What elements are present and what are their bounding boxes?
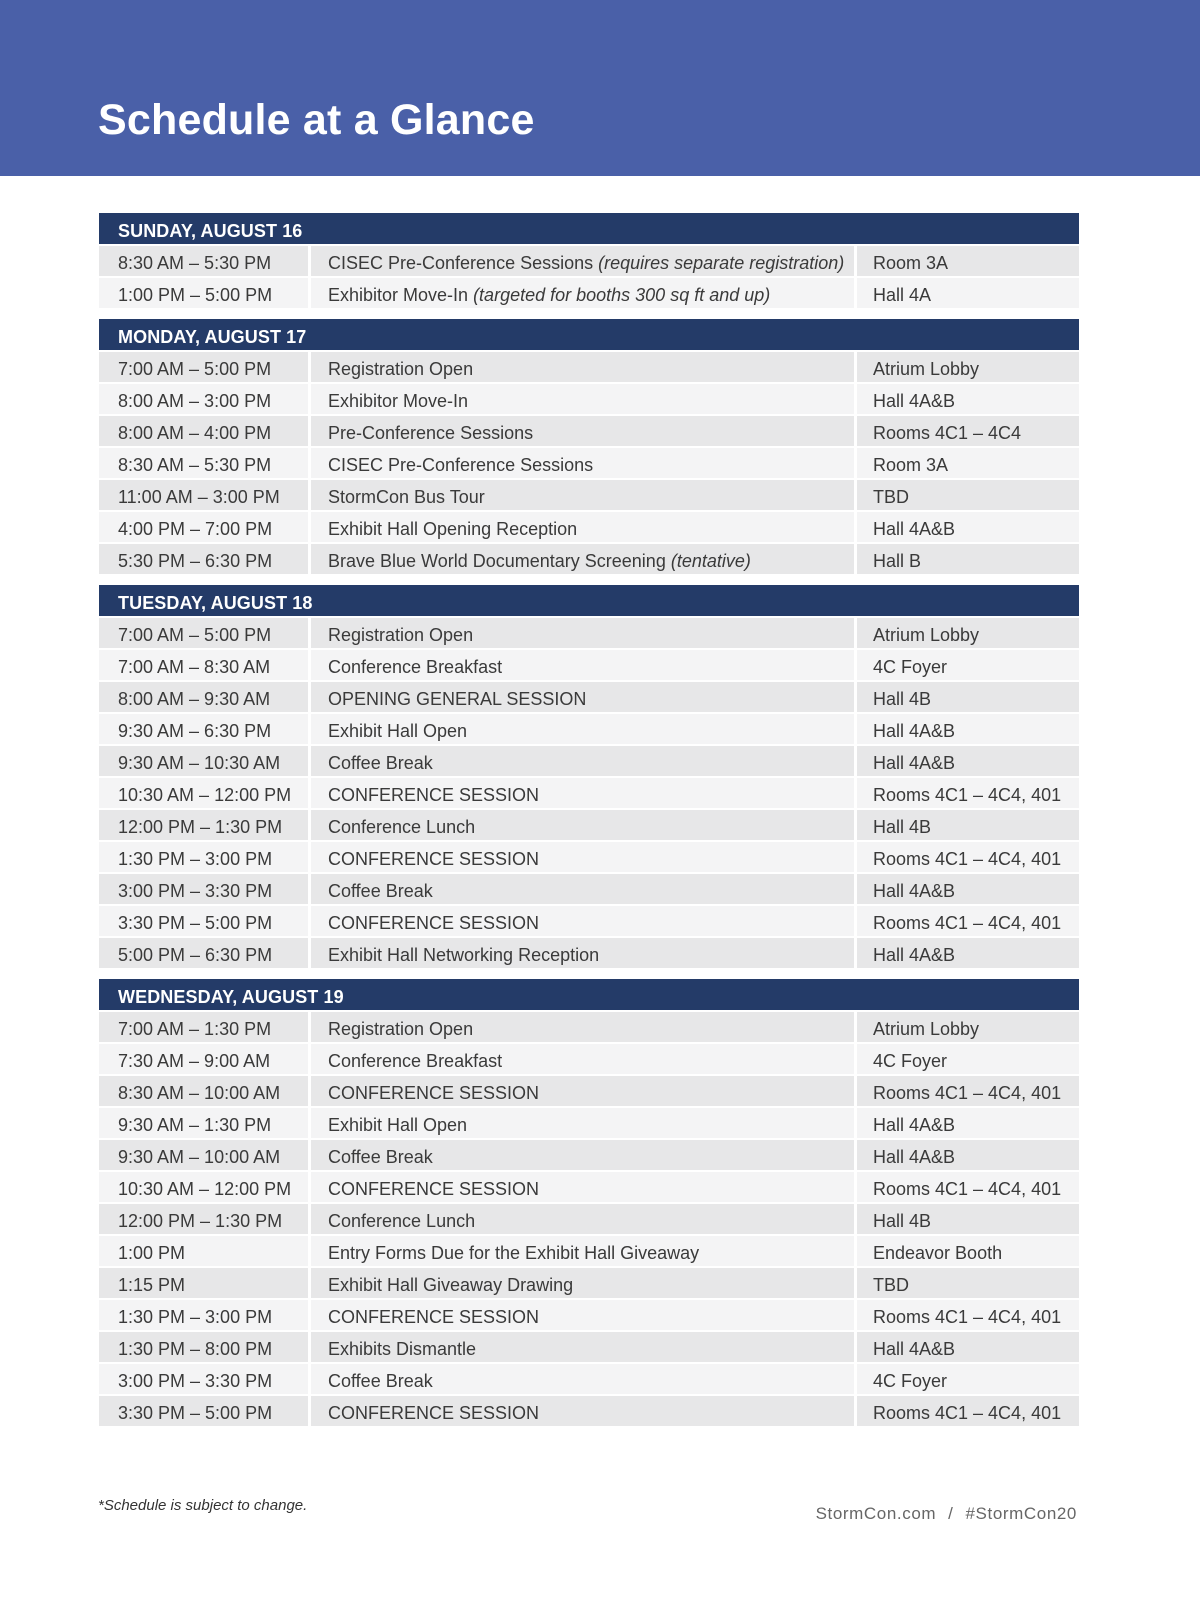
room-cell: Hall 4A&B: [857, 712, 1079, 744]
room-cell: Rooms 4C1 – 4C4, 401: [857, 776, 1079, 808]
time-cell: 9:30 AM – 1:30 PM: [99, 1106, 308, 1138]
event-cell: [311, 648, 854, 680]
table-row: [99, 1170, 1079, 1202]
time-cell: 12:00 PM – 1:30 PM: [99, 808, 308, 840]
event-cell: [311, 1362, 854, 1394]
time-cell: 4:00 PM – 7:00 PM: [99, 510, 308, 542]
day-block: [99, 213, 1079, 308]
room-cell: Rooms 4C1 – 4C4, 401: [857, 1170, 1079, 1202]
time-cell: 5:30 PM – 6:30 PM: [99, 542, 308, 574]
event-cell: [311, 776, 854, 808]
room-cell: Hall B: [857, 542, 1079, 574]
event-title: Brave Blue World Documentary Screening: [328, 551, 671, 571]
table-row: [99, 776, 1079, 808]
table-row: [99, 382, 1079, 414]
event-title: Coffee Break: [328, 1147, 433, 1167]
time-cell: 7:00 AM – 5:00 PM: [99, 616, 308, 648]
event-cell: [311, 244, 854, 276]
table-row: [99, 446, 1079, 478]
room-cell: Hall 4A&B: [857, 382, 1079, 414]
table-row: [99, 744, 1079, 776]
time-cell: 1:30 PM – 3:00 PM: [99, 1298, 308, 1330]
time-cell: 3:00 PM – 3:30 PM: [99, 872, 308, 904]
table-row: [99, 510, 1079, 542]
time-cell: 1:30 PM – 8:00 PM: [99, 1330, 308, 1362]
room-cell: TBD: [857, 1266, 1079, 1298]
room-cell: TBD: [857, 478, 1079, 510]
room-cell: Rooms 4C1 – 4C4, 401: [857, 1074, 1079, 1106]
time-cell: 10:30 AM – 12:00 PM: [99, 1170, 308, 1202]
event-title: CONFERENCE SESSION: [328, 1403, 540, 1423]
time-cell: 3:30 PM – 5:00 PM: [99, 1394, 308, 1426]
event-cell: [311, 1394, 854, 1426]
table-row: [99, 276, 1079, 308]
time-cell: 3:00 PM – 3:30 PM: [99, 1362, 308, 1394]
event-title: Coffee Break: [328, 753, 433, 773]
table-row: [99, 1362, 1079, 1394]
schedule-table: [99, 213, 1079, 1437]
event-cell: [311, 1266, 854, 1298]
event-title: Exhibits Dismantle: [328, 1339, 477, 1359]
table-row: [99, 1042, 1079, 1074]
event-title: CONFERENCE SESSION: [328, 1179, 540, 1199]
event-title: CONFERENCE SESSION: [328, 849, 540, 869]
room-cell: 4C Foyer: [857, 1042, 1079, 1074]
day-block: [99, 319, 1079, 574]
table-row: [99, 680, 1079, 712]
table-row: [99, 1138, 1079, 1170]
event-cell: [311, 1138, 854, 1170]
room-cell: Hall 4A&B: [857, 1138, 1079, 1170]
event-cell: [311, 1330, 854, 1362]
time-cell: 8:30 AM – 10:00 AM: [99, 1074, 308, 1106]
event-cell: [311, 680, 854, 712]
time-cell: 7:00 AM – 5:00 PM: [99, 350, 308, 382]
event-title: Coffee Break: [328, 881, 433, 901]
room-cell: Rooms 4C1 – 4C4, 401: [857, 1298, 1079, 1330]
table-row: [99, 414, 1079, 446]
page-title: Schedule at a Glance: [98, 96, 535, 144]
event-cell: [311, 478, 854, 510]
event-cell: [311, 1170, 854, 1202]
event-title: Exhibit Hall Open: [328, 721, 468, 741]
event-title: OPENING GENERAL SESSION: [328, 689, 587, 709]
time-cell: 9:30 AM – 10:00 AM: [99, 1138, 308, 1170]
table-row: [99, 478, 1079, 510]
event-title: Exhibit Hall Opening Reception: [328, 519, 578, 539]
day-header: WEDNESDAY, AUGUST 19: [99, 979, 1079, 1010]
event-note: (requires separate registration): [598, 253, 845, 273]
event-cell: [311, 510, 854, 542]
event-cell: [311, 744, 854, 776]
day-block: [99, 979, 1079, 1426]
table-row: [99, 244, 1079, 276]
table-row: [99, 840, 1079, 872]
event-title: Exhibitor Move-In: [328, 391, 469, 411]
event-note: (tentative): [670, 551, 751, 571]
event-title: Exhibit Hall Giveaway Drawing: [328, 1275, 574, 1295]
time-cell: 8:00 AM – 9:30 AM: [99, 680, 308, 712]
event-title: Exhibit Hall Networking Reception: [328, 945, 600, 965]
event-title: Coffee Break: [328, 1371, 433, 1391]
time-cell: 8:30 AM – 5:30 PM: [99, 244, 308, 276]
table-row: [99, 1394, 1079, 1426]
table-row: [99, 1266, 1079, 1298]
event-title: CISEC Pre-Conference Sessions: [328, 253, 599, 273]
room-cell: Hall 4A&B: [857, 1106, 1079, 1138]
footer-separator: /: [948, 1504, 954, 1523]
event-title: Registration Open: [328, 359, 474, 379]
event-cell: [311, 808, 854, 840]
table-row: [99, 1298, 1079, 1330]
day-header: SUNDAY, AUGUST 16: [99, 213, 1079, 244]
table-row: [99, 1074, 1079, 1106]
room-cell: Rooms 4C1 – 4C4, 401: [857, 840, 1079, 872]
time-cell: 9:30 AM – 10:30 AM: [99, 744, 308, 776]
event-cell: [311, 840, 854, 872]
time-cell: 11:00 AM – 3:00 PM: [99, 478, 308, 510]
table-row: [99, 808, 1079, 840]
event-cell: [311, 1042, 854, 1074]
room-cell: Hall 4A&B: [857, 1330, 1079, 1362]
event-cell: [311, 712, 854, 744]
time-cell: 12:00 PM – 1:30 PM: [99, 1202, 308, 1234]
table-row: [99, 712, 1079, 744]
event-title: Registration Open: [328, 625, 474, 645]
event-cell: [311, 1202, 854, 1234]
event-cell: [311, 414, 854, 446]
table-row: [99, 1234, 1079, 1266]
event-title: Conference Breakfast: [328, 657, 503, 677]
table-row: [99, 1010, 1079, 1042]
table-row: [99, 1106, 1079, 1138]
room-cell: Hall 4A&B: [857, 936, 1079, 968]
event-title: Conference Lunch: [328, 1211, 476, 1231]
table-row: [99, 350, 1079, 382]
room-cell: Endeavor Booth: [857, 1234, 1079, 1266]
day-header: MONDAY, AUGUST 17: [99, 319, 1079, 350]
room-cell: Room 3A: [857, 446, 1079, 478]
event-cell: [311, 1106, 854, 1138]
footnote: *Schedule is subject to change.: [98, 1497, 308, 1514]
event-cell: [311, 350, 854, 382]
room-cell: Atrium Lobby: [857, 616, 1079, 648]
event-cell: [311, 542, 854, 574]
room-cell: 4C Foyer: [857, 1362, 1079, 1394]
event-title: CONFERENCE SESSION: [328, 785, 540, 805]
event-cell: [311, 1010, 854, 1042]
time-cell: 3:30 PM – 5:00 PM: [99, 904, 308, 936]
event-title: CISEC Pre-Conference Sessions: [328, 455, 594, 475]
room-cell: 4C Foyer: [857, 648, 1079, 680]
room-cell: Atrium Lobby: [857, 350, 1079, 382]
room-cell: Hall 4B: [857, 680, 1079, 712]
event-cell: [311, 904, 854, 936]
time-cell: 8:00 AM – 3:00 PM: [99, 382, 308, 414]
event-cell: [311, 872, 854, 904]
table-row: [99, 542, 1079, 574]
table-row: [99, 648, 1079, 680]
event-cell: [311, 616, 854, 648]
room-cell: Hall 4A: [857, 276, 1079, 308]
time-cell: 10:30 AM – 12:00 PM: [99, 776, 308, 808]
footer-site-link[interactable]: StormCon.com: [815, 1504, 937, 1523]
day-block: [99, 585, 1079, 968]
time-cell: 1:00 PM – 5:00 PM: [99, 276, 308, 308]
room-cell: Atrium Lobby: [857, 1010, 1079, 1042]
time-cell: 5:00 PM – 6:30 PM: [99, 936, 308, 968]
event-cell: [311, 936, 854, 968]
room-cell: Room 3A: [857, 244, 1079, 276]
event-title: StormCon Bus Tour: [328, 487, 485, 507]
event-cell: [311, 1298, 854, 1330]
room-cell: Hall 4A&B: [857, 744, 1079, 776]
time-cell: 7:30 AM – 9:00 AM: [99, 1042, 308, 1074]
event-note: (targeted for booths 300 sq ft and up): [473, 285, 771, 305]
table-row: [99, 904, 1079, 936]
event-cell: [311, 276, 854, 308]
room-cell: Hall 4A&B: [857, 872, 1079, 904]
event-cell: [311, 1234, 854, 1266]
event-title: CONFERENCE SESSION: [328, 1083, 540, 1103]
room-cell: Rooms 4C1 – 4C4, 401: [857, 1394, 1079, 1426]
title-banner: [0, 0, 1200, 176]
table-row: [99, 936, 1079, 968]
time-cell: 7:00 AM – 1:30 PM: [99, 1010, 308, 1042]
event-title: Exhibitor Move-In: [328, 285, 474, 305]
event-title: CONFERENCE SESSION: [328, 913, 540, 933]
event-title: Entry Forms Due for the Exhibit Hall Giveaway: [328, 1243, 700, 1263]
time-cell: 8:30 AM – 5:30 PM: [99, 446, 308, 478]
event-title: Exhibit Hall Open: [328, 1115, 468, 1135]
time-cell: 1:15 PM: [99, 1266, 308, 1298]
event-title: Pre-Conference Sessions: [328, 423, 534, 443]
event-title: Registration Open: [328, 1019, 474, 1039]
time-cell: 1:00 PM: [99, 1234, 308, 1266]
event-cell: [311, 382, 854, 414]
time-cell: 1:30 PM – 3:00 PM: [99, 840, 308, 872]
room-cell: Hall 4A&B: [857, 510, 1079, 542]
table-row: [99, 1330, 1079, 1362]
table-row: [99, 616, 1079, 648]
table-row: [99, 1202, 1079, 1234]
time-cell: 8:00 AM – 4:00 PM: [99, 414, 308, 446]
footer: [816, 1504, 1077, 1524]
event-cell: [311, 446, 854, 478]
event-title: Conference Breakfast: [328, 1051, 503, 1071]
time-cell: 9:30 AM – 6:30 PM: [99, 712, 308, 744]
footer-hashtag: #StormCon20: [965, 1504, 1077, 1523]
event-title: CONFERENCE SESSION: [328, 1307, 540, 1327]
time-cell: 7:00 AM – 8:30 AM: [99, 648, 308, 680]
room-cell: Hall 4B: [857, 808, 1079, 840]
room-cell: Rooms 4C1 – 4C4: [857, 414, 1079, 446]
table-row: [99, 872, 1079, 904]
day-header: TUESDAY, AUGUST 18: [99, 585, 1079, 616]
event-cell: [311, 1074, 854, 1106]
room-cell: Rooms 4C1 – 4C4, 401: [857, 904, 1079, 936]
room-cell: Hall 4B: [857, 1202, 1079, 1234]
event-title: Conference Lunch: [328, 817, 476, 837]
